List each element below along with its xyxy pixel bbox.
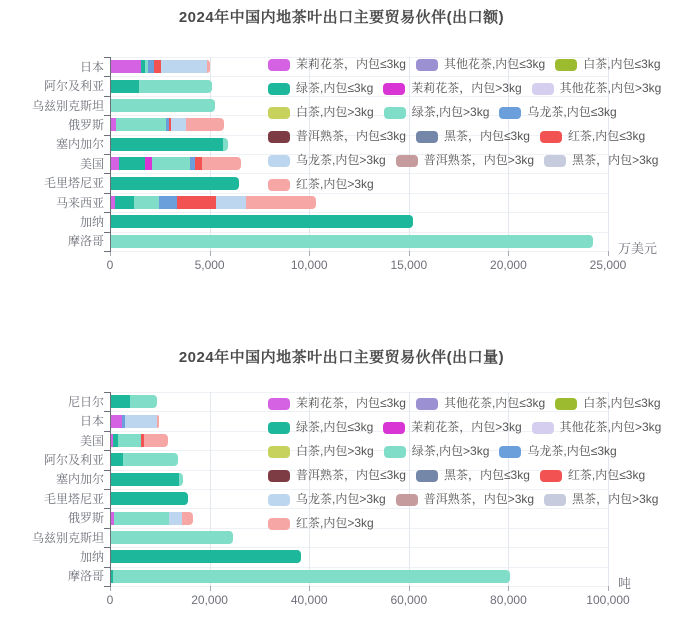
bar-segment xyxy=(125,415,157,428)
legend-item[interactable] xyxy=(544,493,658,506)
y-axis-tick xyxy=(104,547,110,548)
y-axis-tick xyxy=(104,154,110,155)
y-axis-tick xyxy=(104,450,110,451)
legend-swatch xyxy=(555,398,577,410)
legend-row xyxy=(268,445,617,458)
bar-segment xyxy=(111,550,301,563)
category-label: 毛里塔尼亚 xyxy=(43,491,104,506)
legend-swatch xyxy=(268,155,290,167)
y-axis-tick xyxy=(104,508,110,509)
legend-swatch xyxy=(384,446,406,458)
legend-label: 白茶,内包>3kg xyxy=(296,444,374,458)
x-axis-tick xyxy=(309,586,310,591)
legend-label: 红茶,内包>3kg xyxy=(296,177,374,191)
grid-split-line xyxy=(110,212,608,213)
legend-item[interactable] xyxy=(540,469,645,482)
bar-segment xyxy=(171,118,186,131)
y-axis-tick xyxy=(104,232,110,233)
legend-item[interactable] xyxy=(268,106,374,119)
legend-label: 茉莉花茶，内包≤3kg xyxy=(296,396,406,410)
x-axis-tick xyxy=(210,586,211,591)
y-axis-tick xyxy=(104,411,110,412)
grid-split-line xyxy=(110,232,608,233)
legend-row xyxy=(268,130,645,143)
y-axis-tick xyxy=(104,173,110,174)
legend-item[interactable] xyxy=(396,493,534,506)
category-label: 摩洛哥 xyxy=(67,569,104,584)
legend-label: 绿茶,内包>3kg xyxy=(411,105,490,119)
legend-row xyxy=(268,469,645,482)
category-label: 毛里塔尼亚 xyxy=(43,176,104,191)
legend-item[interactable] xyxy=(383,82,521,95)
legend-swatch xyxy=(416,398,438,410)
legend-row xyxy=(268,178,374,191)
chart-title-export-value: 2024年中国内地茶叶出口主要贸易伙伴(出口额) xyxy=(178,9,505,26)
category-label: 马来西亚 xyxy=(55,195,104,210)
legend-label: 其他花茶,内包≤3kg xyxy=(443,396,546,410)
category-label: 乌兹别克斯坦 xyxy=(31,530,104,545)
category-label: 乌兹别克斯坦 xyxy=(31,98,104,113)
category-label: 日本 xyxy=(79,414,104,429)
legend-label: 乌龙茶,内包≤3kg xyxy=(527,105,617,119)
x-axis-tick-label: 0 xyxy=(106,258,114,272)
legend-item[interactable] xyxy=(416,58,545,71)
legend-label: 乌龙茶,内包>3kg xyxy=(296,492,386,506)
category-label: 阿尔及利亚 xyxy=(43,452,104,467)
legend-item[interactable] xyxy=(416,469,530,482)
legend-row xyxy=(268,154,658,167)
legend-item[interactable] xyxy=(532,421,662,434)
legend-swatch xyxy=(396,494,418,506)
legend-label: 绿茶,内包≤3kg xyxy=(296,420,374,434)
bar-segment xyxy=(111,453,124,466)
x-axis-tick-label: 40,000 xyxy=(290,593,328,607)
legend-item[interactable] xyxy=(396,154,534,167)
legend-swatch xyxy=(555,59,577,71)
bar-segment xyxy=(113,570,510,583)
legend-swatch xyxy=(396,155,418,167)
y-axis-tick xyxy=(104,431,110,432)
legend-swatch xyxy=(383,83,405,95)
x-axis-tick-label: 0 xyxy=(106,593,114,607)
category-label: 塞内加尔 xyxy=(55,472,104,487)
legend-label: 红茶,内包≤3kg xyxy=(567,468,646,482)
bar-segment xyxy=(111,492,189,505)
legend-swatch xyxy=(416,59,438,71)
bar-segment xyxy=(111,138,224,151)
bar-segment xyxy=(179,473,182,486)
grid-split-line xyxy=(110,508,608,509)
bar-segment xyxy=(144,434,168,447)
legend-item[interactable] xyxy=(384,445,490,458)
bar-segment xyxy=(216,196,245,209)
x-axis-tick xyxy=(210,251,211,256)
legend-swatch xyxy=(268,59,290,71)
legend-label: 乌龙茶,内包>3kg xyxy=(296,153,386,167)
category-label: 美国 xyxy=(79,156,104,171)
legend-swatch xyxy=(268,83,290,95)
legend-item[interactable] xyxy=(544,154,658,167)
legend-item[interactable] xyxy=(268,58,406,71)
legend-label: 绿茶,内包>3kg xyxy=(411,444,490,458)
legend-label: 红茶,内包≤3kg xyxy=(567,129,646,143)
x-axis-tick-label: 15,000 xyxy=(390,258,428,272)
bar-segment xyxy=(157,415,159,428)
x-axis-tick-label: 20,000 xyxy=(191,593,228,607)
legend-label: 普洱熟茶，内包≤3kg xyxy=(296,129,406,143)
legend-label: 其他花茶,内包>3kg xyxy=(559,81,662,95)
legend-row xyxy=(268,517,374,530)
legend-swatch xyxy=(416,131,438,143)
bar-segment xyxy=(111,60,142,73)
x-axis-tick xyxy=(508,251,509,256)
legend-swatch xyxy=(544,494,566,506)
x-axis-unit-label: 万美元 xyxy=(618,241,658,256)
legend-swatch xyxy=(268,518,290,530)
legend-item[interactable] xyxy=(555,397,660,410)
category-label: 美国 xyxy=(79,433,104,448)
legend-item[interactable] xyxy=(540,130,645,143)
bar-segment xyxy=(182,512,193,525)
bar-segment xyxy=(195,157,202,170)
bar-segment xyxy=(246,196,317,209)
bar-segment xyxy=(123,453,178,466)
x-axis-tick-label: 100,000 xyxy=(586,593,630,607)
x-axis-tick xyxy=(309,251,310,256)
x-axis-tick-label: 10,000 xyxy=(290,258,328,272)
bar-segment xyxy=(111,235,593,248)
legend-item[interactable] xyxy=(416,397,545,410)
bar-segment xyxy=(111,531,233,544)
bar-segment xyxy=(111,157,120,170)
legend-swatch xyxy=(268,131,290,143)
grid-split-line xyxy=(110,567,608,568)
grid-split-line xyxy=(110,547,608,548)
bar-segment xyxy=(111,80,140,93)
legend-label: 绿茶,内包≤3kg xyxy=(296,81,374,95)
grid-split-line xyxy=(110,251,608,252)
y-axis-tick xyxy=(104,57,110,58)
legend-swatch xyxy=(416,470,438,482)
legend-swatch xyxy=(499,446,521,458)
grid-split-line xyxy=(110,96,608,97)
bar-segment xyxy=(111,395,131,408)
legend-item[interactable] xyxy=(555,58,660,71)
legend-swatch xyxy=(532,422,554,434)
bar-segment xyxy=(139,80,212,93)
bar-segment xyxy=(154,60,161,73)
bar-segment xyxy=(159,196,177,209)
legend-item[interactable] xyxy=(383,421,521,434)
legend-item[interactable] xyxy=(532,82,662,95)
legend-item[interactable] xyxy=(416,130,530,143)
legend-label: 茉莉花茶，内包>3kg xyxy=(411,81,522,95)
legend-swatch xyxy=(540,470,562,482)
legend-swatch xyxy=(268,398,290,410)
legend-row xyxy=(268,106,617,119)
category-label: 摩洛哥 xyxy=(67,234,104,249)
bar-segment xyxy=(115,196,134,209)
x-axis-tick-label: 80,000 xyxy=(490,593,527,607)
category-label: 俄罗斯 xyxy=(67,117,104,132)
x-axis-unit-label: 吨 xyxy=(618,576,632,591)
category-label: 尼日尔 xyxy=(67,394,104,409)
bar-segment xyxy=(116,118,166,131)
legend-item[interactable] xyxy=(268,130,406,143)
grid-split-line xyxy=(110,193,608,194)
grid-split-line xyxy=(110,489,608,490)
bar-segment xyxy=(161,60,207,73)
grid-split-line xyxy=(110,586,608,587)
y-axis-tick xyxy=(104,135,110,136)
legend-item[interactable] xyxy=(268,493,386,506)
legend-swatch xyxy=(268,107,290,119)
grid-split-line xyxy=(110,392,608,393)
legend-item[interactable] xyxy=(268,82,373,95)
bar-segment xyxy=(186,118,224,131)
y-axis-tick xyxy=(104,115,110,116)
category-label: 塞内加尔 xyxy=(55,137,104,152)
category-label: 加纳 xyxy=(79,549,104,564)
legend-swatch xyxy=(268,446,290,458)
legend-row xyxy=(268,58,661,71)
legend-label: 黑茶，内包>3kg xyxy=(572,153,659,167)
legend-item[interactable] xyxy=(268,445,374,458)
legend-label: 其他花茶,内包>3kg xyxy=(559,420,662,434)
legend-swatch xyxy=(383,422,405,434)
y-axis-tick xyxy=(104,76,110,77)
legend-row xyxy=(268,421,661,434)
legend-item[interactable] xyxy=(268,397,406,410)
x-axis-tick-label: 60,000 xyxy=(390,593,428,607)
grid-split-line xyxy=(110,76,608,77)
y-axis-tick xyxy=(104,489,110,490)
bar-segment xyxy=(223,138,228,151)
legend-item[interactable] xyxy=(268,517,374,530)
legend-label: 普洱熟茶，内包>3kg xyxy=(423,492,535,506)
x-axis-tick-label: 25,000 xyxy=(589,258,627,272)
bar-segment xyxy=(111,473,180,486)
bar-segment xyxy=(114,512,169,525)
grid-split-line xyxy=(110,173,608,174)
bar-segment xyxy=(177,196,216,209)
legend-swatch xyxy=(268,179,290,191)
legend-label: 白茶,内包≤3kg xyxy=(583,57,661,71)
legend-row xyxy=(268,397,661,410)
x-axis-tick xyxy=(409,251,410,256)
x-axis-tick xyxy=(608,251,609,256)
bar-segment xyxy=(118,434,141,447)
legend-item[interactable] xyxy=(268,469,406,482)
chart-title-export-volume: 2024年中国内地茶叶出口主要贸易伙伴(出口量) xyxy=(178,349,505,366)
legend-row xyxy=(268,82,661,95)
bar-segment xyxy=(152,157,190,170)
legend-label: 普洱熟茶，内包>3kg xyxy=(423,153,535,167)
legend-label: 其他花茶,内包≤3kg xyxy=(443,57,546,71)
x-axis-tick xyxy=(608,586,609,591)
x-axis-tick-label: 20,000 xyxy=(490,258,527,272)
bar-segment xyxy=(202,157,241,170)
legend-swatch xyxy=(532,83,554,95)
grid-split-line xyxy=(110,411,608,412)
category-label: 日本 xyxy=(79,59,104,74)
legend-swatch xyxy=(499,107,521,119)
bar-segment xyxy=(145,157,152,170)
legend-item[interactable] xyxy=(268,154,386,167)
y-axis-tick xyxy=(104,528,110,529)
legend-label: 普洱熟茶，内包≤3kg xyxy=(296,468,406,482)
legend-label: 黑茶，内包≤3kg xyxy=(443,129,530,143)
legend-item[interactable] xyxy=(268,178,374,191)
y-axis-tick xyxy=(104,567,110,568)
legend-label: 黑茶，内包≤3kg xyxy=(443,468,530,482)
y-axis-tick xyxy=(104,470,110,471)
legend-label: 茉莉花茶，内包≤3kg xyxy=(296,57,406,71)
bar-segment xyxy=(111,99,216,112)
legend-item[interactable] xyxy=(499,445,616,458)
y-axis-tick xyxy=(104,392,110,393)
legend-label: 白茶,内包≤3kg xyxy=(583,396,661,410)
x-axis-tick-label: 5,000 xyxy=(194,258,225,272)
y-axis-tick xyxy=(104,251,110,252)
legend-label: 茉莉花茶，内包>3kg xyxy=(411,420,522,434)
legend-swatch xyxy=(540,131,562,143)
legend-label: 黑茶，内包>3kg xyxy=(572,492,659,506)
y-axis-tick xyxy=(104,193,110,194)
legend-swatch xyxy=(544,155,566,167)
bar-segment xyxy=(119,157,145,170)
bar-segment xyxy=(111,177,240,190)
category-label: 加纳 xyxy=(79,214,104,229)
legend-item[interactable] xyxy=(268,421,373,434)
bar-segment xyxy=(111,215,414,228)
legend-label: 白茶,内包>3kg xyxy=(296,105,374,119)
bar-segment xyxy=(207,60,210,73)
legend-swatch xyxy=(268,470,290,482)
bar-segment xyxy=(169,512,182,525)
legend-swatch xyxy=(268,494,290,506)
bar-segment xyxy=(111,415,123,428)
legend-label: 红茶,内包>3kg xyxy=(296,516,374,530)
y-axis-tick xyxy=(104,586,110,587)
bar-segment xyxy=(134,196,159,209)
bar-segment xyxy=(130,395,157,408)
category-label: 俄罗斯 xyxy=(67,511,104,526)
legend-item[interactable] xyxy=(499,106,616,119)
x-axis-tick xyxy=(508,586,509,591)
legend-label: 乌龙茶,内包≤3kg xyxy=(527,444,617,458)
y-axis-tick xyxy=(104,212,110,213)
category-label: 阿尔及利亚 xyxy=(43,79,104,94)
legend-swatch xyxy=(384,107,406,119)
x-axis-tick xyxy=(409,586,410,591)
legend-item[interactable] xyxy=(384,106,490,119)
y-axis-tick xyxy=(104,96,110,97)
legend-swatch xyxy=(268,422,290,434)
legend-row xyxy=(268,493,658,506)
